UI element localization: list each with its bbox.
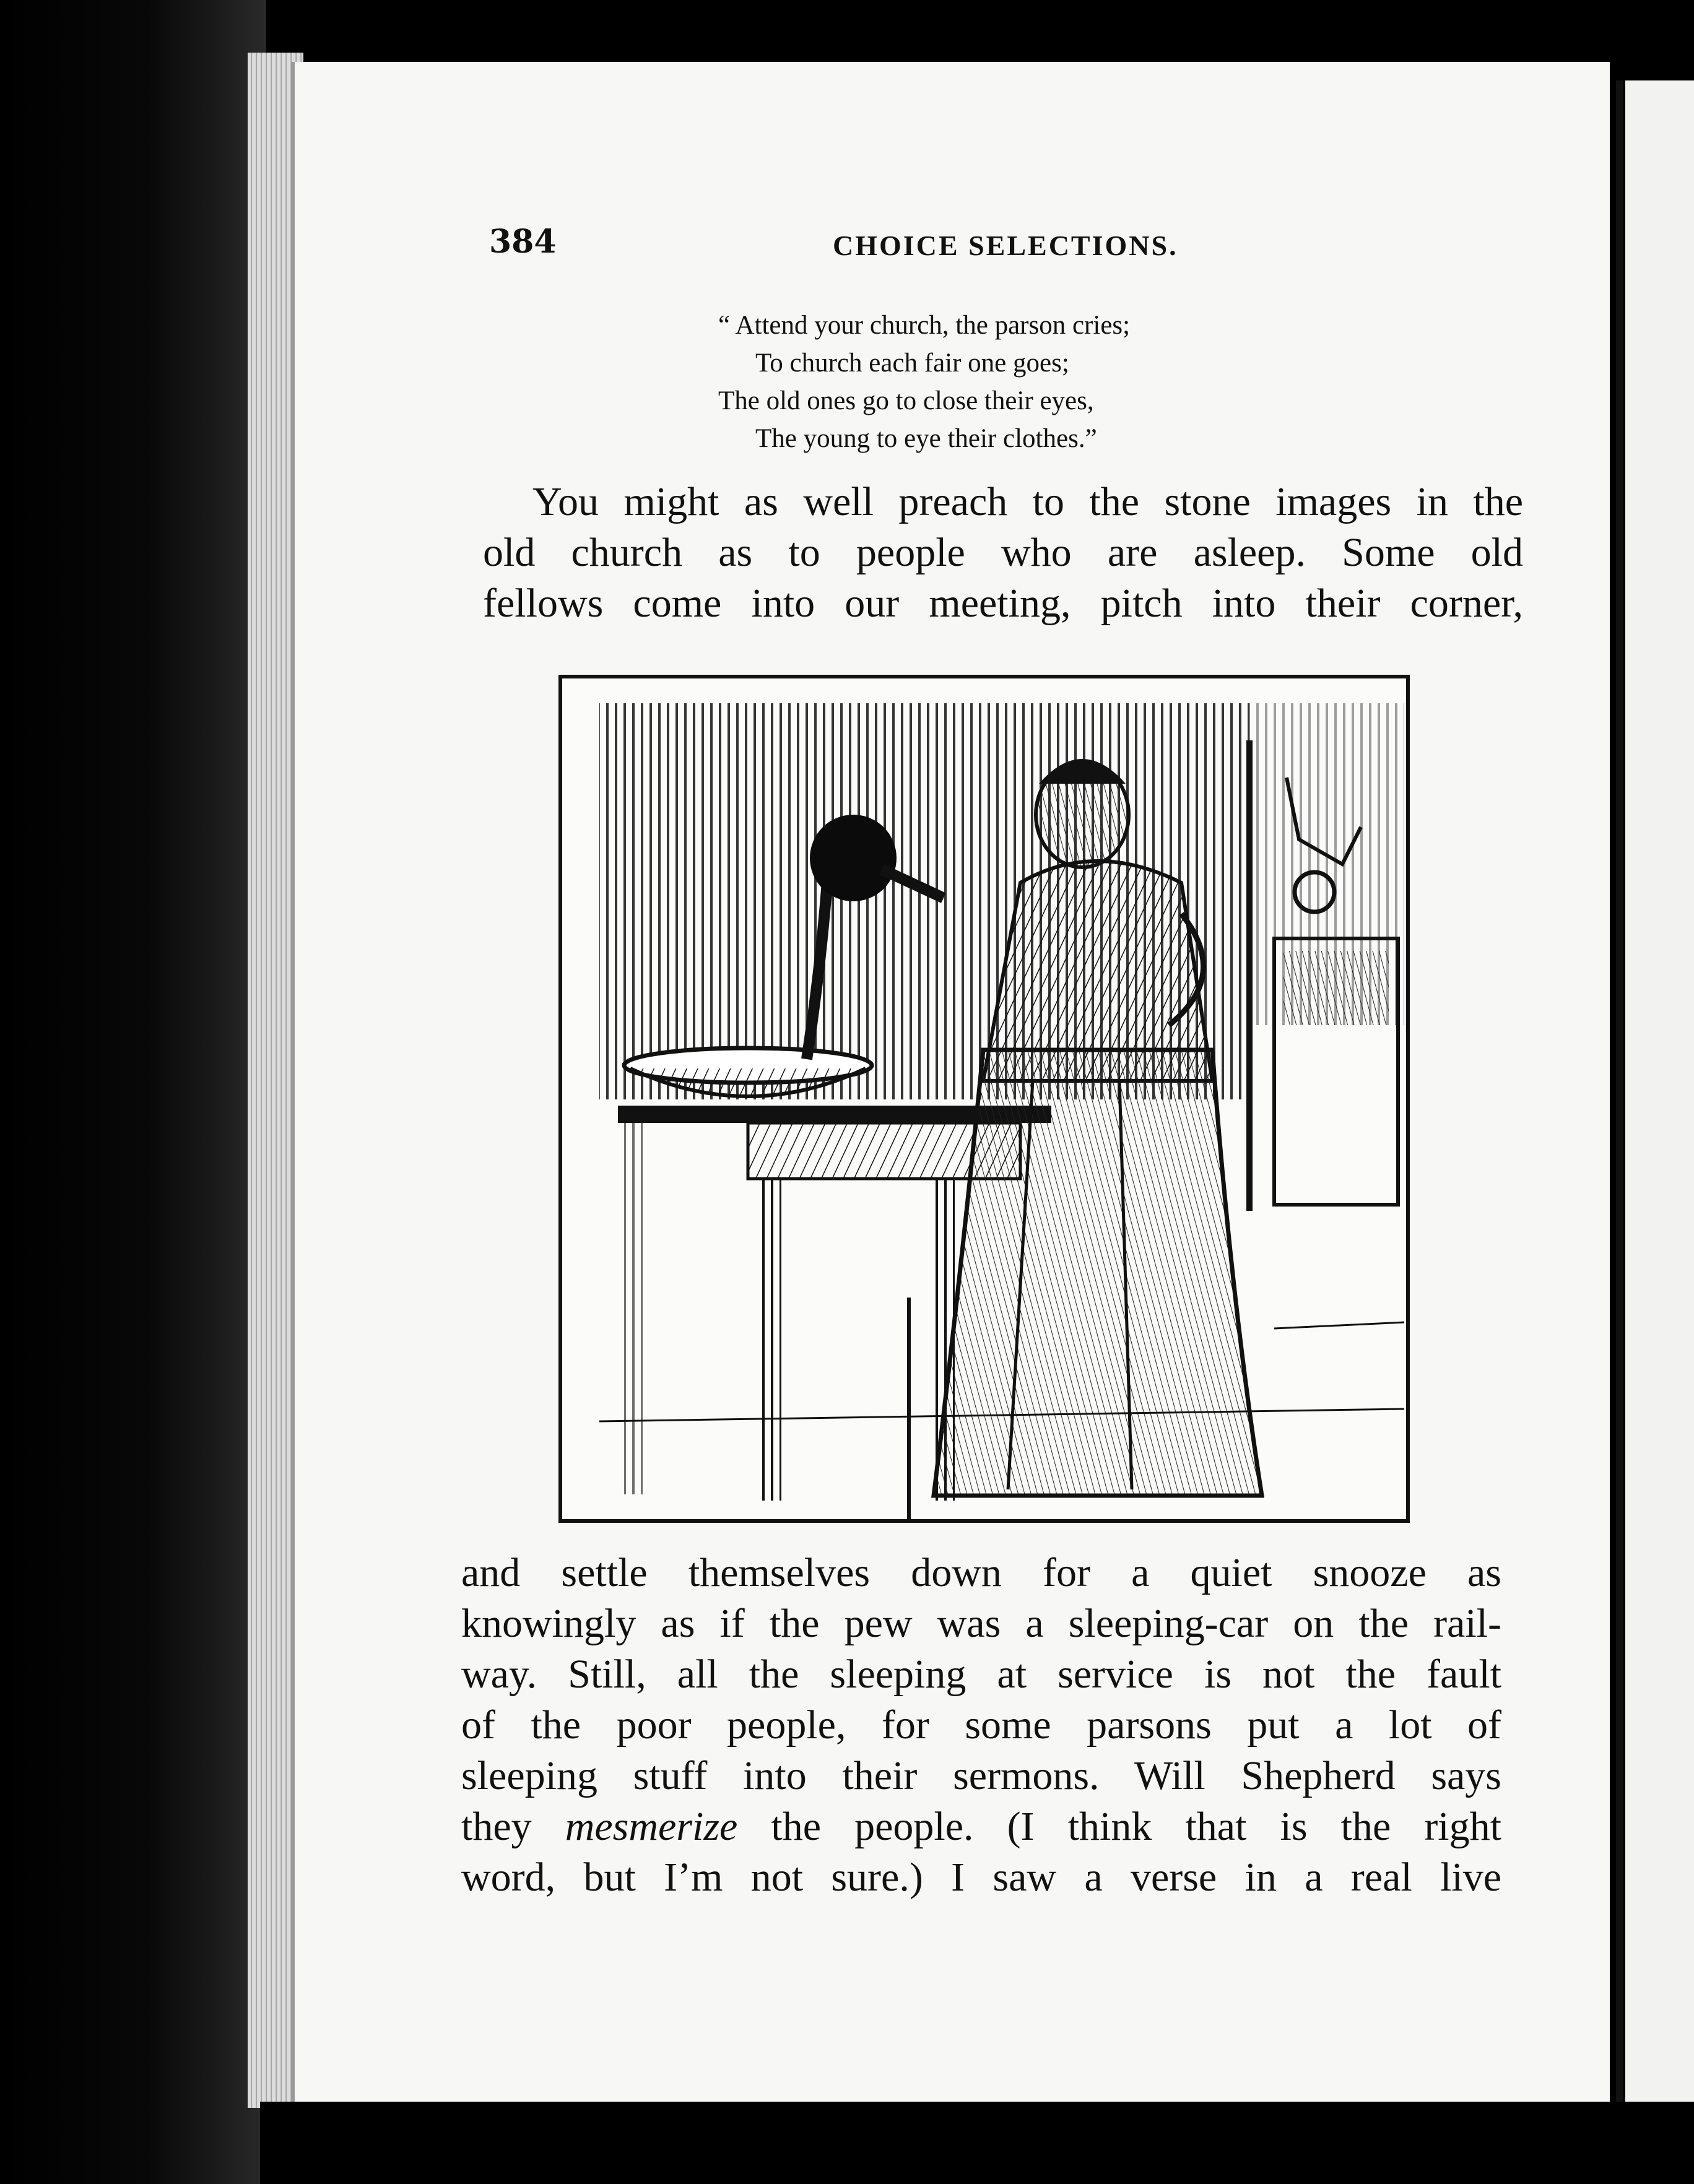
prose-line-with-emphasis	[461, 1801, 1501, 1852]
prose-line: and settle themselves down for a quiet snooze as	[461, 1550, 1501, 1595]
prose-fragment: the people. (I think that is the right	[737, 1804, 1501, 1849]
emphasized-word: mesmerize	[565, 1804, 738, 1849]
woman-pouring-kettle-illustration	[562, 678, 1406, 1519]
verse-line: To church each fair one goes;	[755, 349, 1069, 378]
paragraph-top	[483, 477, 1523, 629]
page-number: 384	[489, 223, 557, 261]
paragraph-bottom	[461, 1548, 1501, 1903]
prose-line: sleeping stuff into their sermons. Will Shepherd says	[461, 1753, 1501, 1798]
prose-line: word, but I’m not sure.) I saw a verse in a real live	[461, 1855, 1501, 1900]
book-spine-shadow	[0, 0, 266, 2184]
prose-line: old church as to people who are asleep. Some old	[483, 530, 1523, 575]
prose-line: You might as well preach to the stone images in the	[532, 479, 1523, 524]
verse-line: The old ones go to close their eyes,	[718, 386, 1094, 415]
prose-line: of the poor people, for some parsons put a lot of	[461, 1702, 1501, 1748]
bottom-shadow	[260, 2102, 1694, 2184]
verse-line: The young to eye their clothes.”	[755, 424, 1097, 453]
prose-line: way. Still, all the sleeping at service is not the fault	[461, 1652, 1501, 1697]
page-header	[489, 223, 1220, 279]
engraving-illustration	[558, 675, 1410, 1523]
verse-quote	[718, 306, 1275, 457]
facing-page-gutter	[1616, 80, 1623, 2111]
facing-page-edge	[1625, 80, 1694, 2111]
verse-line: “ Attend your church, the parson cries;	[718, 311, 1131, 340]
running-title: CHOICE SELECTIONS.	[833, 230, 1178, 261]
prose-line: knowingly as if the pew was a sleeping-car on the rail-	[461, 1601, 1501, 1646]
prose-fragment: they	[461, 1804, 565, 1849]
prose-line: fellows come into our meeting, pitch into their corner,	[483, 581, 1523, 626]
